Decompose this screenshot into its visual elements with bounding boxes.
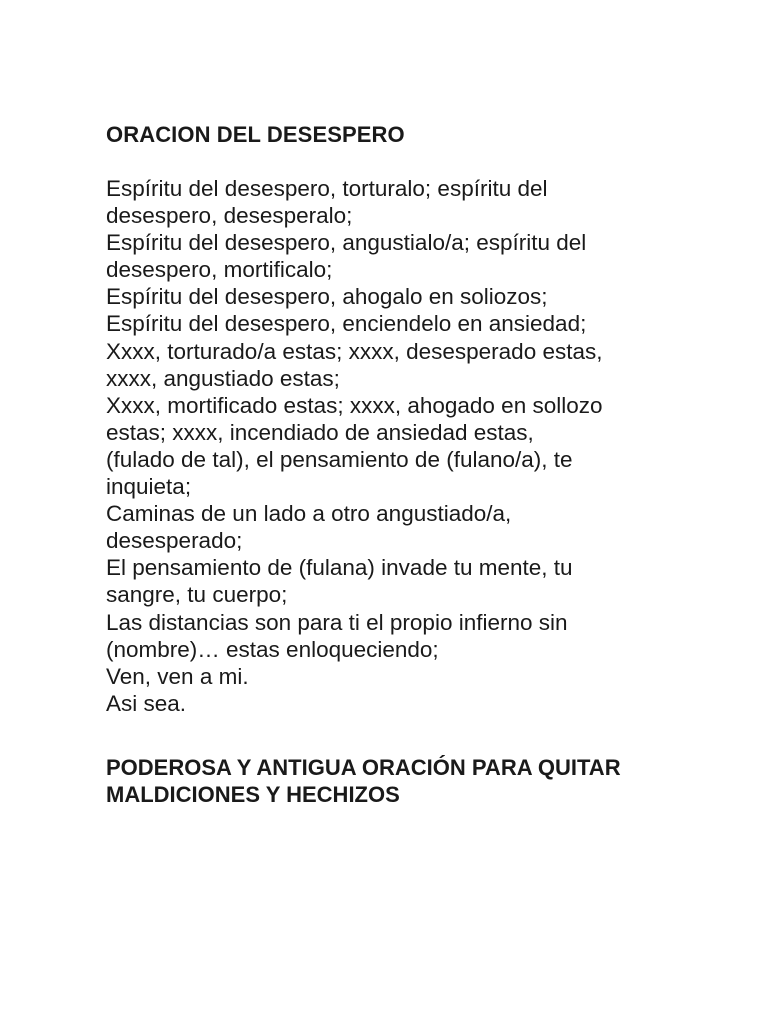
prayer-line: desespero, mortificalo; — [106, 257, 333, 283]
prayer-line: desespero, desesperalo; — [106, 203, 353, 229]
prayer-line: sangre, tu cuerpo; — [106, 582, 288, 608]
section-title — [106, 754, 746, 808]
prayer-line: Espíritu del desespero, angustialo/a; espíritu del — [106, 230, 587, 256]
prayer-line: El pensamiento de (fulana) invade tu mente, tu — [106, 555, 573, 581]
section-title-line: PODEROSA Y ANTIGUA ORACIÓN PARA QUITAR — [106, 754, 621, 780]
prayer-line: inquieta; — [106, 474, 192, 500]
prayer-line: estas; xxxx, incendiado de ansiedad estas, — [106, 419, 534, 445]
prayer-line: (fulado de tal), el pensamiento de (fulano/a), te — [106, 446, 573, 472]
prayer-line: Espíritu del desespero, ahogalo en soliozos; — [106, 284, 548, 310]
prayer-line: Xxxx, mortificado estas; xxxx, ahogado en sollozo — [106, 392, 603, 418]
prayer-line: xxxx, angustiado estas; — [106, 365, 340, 391]
prayer-line: Asi sea. — [106, 690, 187, 716]
section-title-line: MALDICIONES Y HECHIZOS — [106, 781, 400, 807]
prayer-line: desesperado; — [106, 528, 243, 554]
prayer-title: ORACION DEL DESESPERO — [106, 122, 405, 147]
prayer-line: Xxxx, torturado/a estas; xxxx, desesperado estas, — [106, 338, 603, 364]
prayer-line: Las distancias son para ti el propio infierno sin — [106, 609, 568, 635]
prayer-line: Espíritu del desespero, enciendelo en ansiedad; — [106, 311, 587, 337]
prayer-line: Caminas de un lado a otro angustiado/a, — [106, 501, 512, 527]
prayer-line: (nombre)… estas enloqueciendo; — [106, 636, 439, 662]
document-page — [106, 121, 746, 808]
prayer-line: Espíritu del desespero, torturalo; espíritu del — [106, 176, 548, 201]
prayer-line: Ven, ven a mi. — [106, 663, 249, 689]
prayer-body — [106, 175, 746, 717]
